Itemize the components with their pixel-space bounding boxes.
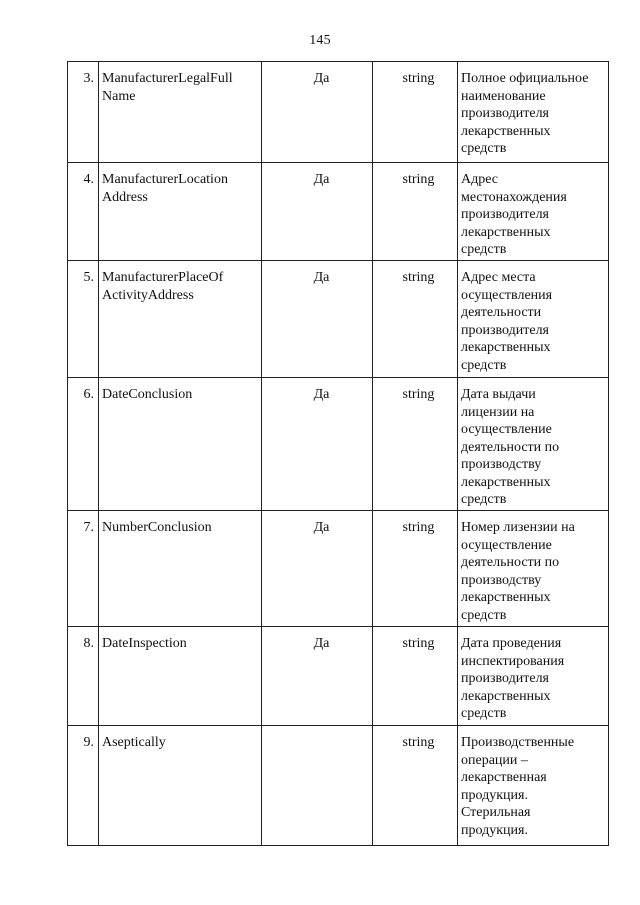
table-row xyxy=(68,163,609,261)
required-flag: Да xyxy=(262,378,373,511)
field-description: продукция. xyxy=(461,822,528,838)
field-type: string xyxy=(373,511,458,627)
field-description: производителя xyxy=(461,106,549,121)
field-description: средств xyxy=(461,492,507,507)
field-name-cell xyxy=(99,726,262,846)
table-row xyxy=(68,627,609,726)
field-description: Дата выдачи xyxy=(461,387,536,402)
field-description-cell xyxy=(458,261,609,378)
field-description-cell xyxy=(458,511,609,627)
fields-table-body xyxy=(68,62,609,846)
field-description: лекарственных xyxy=(461,474,551,490)
field-name-cell xyxy=(99,163,262,261)
field-description: лекарственных xyxy=(461,590,551,605)
field-description: производству xyxy=(461,457,542,472)
field-name: DateInspection xyxy=(102,636,187,651)
field-description: деятельности по xyxy=(461,439,560,455)
field-description-cell xyxy=(458,627,609,726)
field-name: DateConclusion xyxy=(102,387,193,402)
field-type: string xyxy=(373,62,458,163)
field-description: деятельности по xyxy=(461,555,560,570)
field-description: Дата проведения xyxy=(461,636,562,651)
field-description: средств xyxy=(461,706,507,721)
field-type: string xyxy=(373,627,458,726)
required-flag: Да xyxy=(262,511,373,627)
field-description-cell xyxy=(458,378,609,511)
required-flag: Да xyxy=(262,261,373,378)
table-row xyxy=(68,261,609,378)
row-number: 7. xyxy=(68,511,99,627)
page-number: 145 xyxy=(309,33,331,48)
field-name-cell xyxy=(99,627,262,726)
field-description: лекарственных xyxy=(461,123,551,139)
field-description: Производственные xyxy=(461,735,575,750)
row-number: 5. xyxy=(68,261,99,378)
field-name: ManufacturerLocation xyxy=(102,172,228,187)
table-row xyxy=(68,378,609,511)
required-flag: Да xyxy=(262,62,373,163)
field-description: лекарственных xyxy=(461,688,551,704)
row-number: 4. xyxy=(68,163,99,261)
field-type: string xyxy=(373,726,458,846)
field-description: Стерильная xyxy=(461,805,531,820)
field-description: производителя xyxy=(461,671,549,686)
table-row xyxy=(68,511,609,627)
row-number: 8. xyxy=(68,627,99,726)
field-description-cell xyxy=(458,62,609,163)
field-name: ActivityAddress xyxy=(102,287,194,303)
field-type: string xyxy=(373,261,458,378)
field-name: ManufacturerLegalFull xyxy=(102,71,233,86)
field-name-cell xyxy=(99,261,262,378)
fields-table xyxy=(67,61,609,846)
field-description: лицензии на xyxy=(461,404,535,420)
field-description: лекарственных xyxy=(461,224,551,240)
field-description: средств xyxy=(461,607,507,623)
field-description-cell xyxy=(458,726,609,846)
field-type: string xyxy=(373,378,458,511)
field-description: операции – xyxy=(461,752,528,768)
field-description: лекарственных xyxy=(461,340,551,355)
field-description: инспектирования xyxy=(461,653,565,669)
field-description: осуществления xyxy=(461,287,553,303)
field-description-cell xyxy=(458,163,609,261)
field-description: лекарственная xyxy=(461,770,547,785)
field-description: производителя xyxy=(461,207,549,222)
required-flag: Да xyxy=(262,627,373,726)
field-name-cell xyxy=(99,62,262,163)
field-description: Полное официальное xyxy=(461,71,589,86)
field-description: осуществление xyxy=(461,422,552,437)
field-description: осуществление xyxy=(461,537,552,553)
field-description: производству xyxy=(461,572,542,588)
field-name-cell xyxy=(99,378,262,511)
table-row xyxy=(68,726,609,846)
field-description: средств xyxy=(461,357,507,373)
field-name: ManufacturerPlaceOf xyxy=(102,270,224,285)
row-number: 9. xyxy=(68,726,99,846)
field-description: деятельности xyxy=(461,305,542,320)
field-description: местонахождения xyxy=(461,189,567,205)
field-description: Адрес места xyxy=(461,270,536,285)
field-description: средств xyxy=(461,141,507,156)
table-row xyxy=(68,62,609,163)
row-number: 6. xyxy=(68,378,99,511)
field-name: Address xyxy=(102,189,148,205)
field-description: производителя xyxy=(461,322,549,338)
required-flag xyxy=(262,726,373,846)
field-description: средств xyxy=(461,242,507,257)
field-name: NumberConclusion xyxy=(102,520,212,535)
field-description: Адрес xyxy=(461,172,499,187)
field-description: наименование xyxy=(461,88,546,104)
field-description: продукция. xyxy=(461,787,528,803)
field-name-cell xyxy=(99,511,262,627)
field-name: Name xyxy=(102,88,136,104)
row-number: 3. xyxy=(68,62,99,163)
field-description: Номер лизензии на xyxy=(461,520,575,535)
required-flag: Да xyxy=(262,163,373,261)
field-name: Aseptically xyxy=(102,735,166,750)
field-type: string xyxy=(373,163,458,261)
